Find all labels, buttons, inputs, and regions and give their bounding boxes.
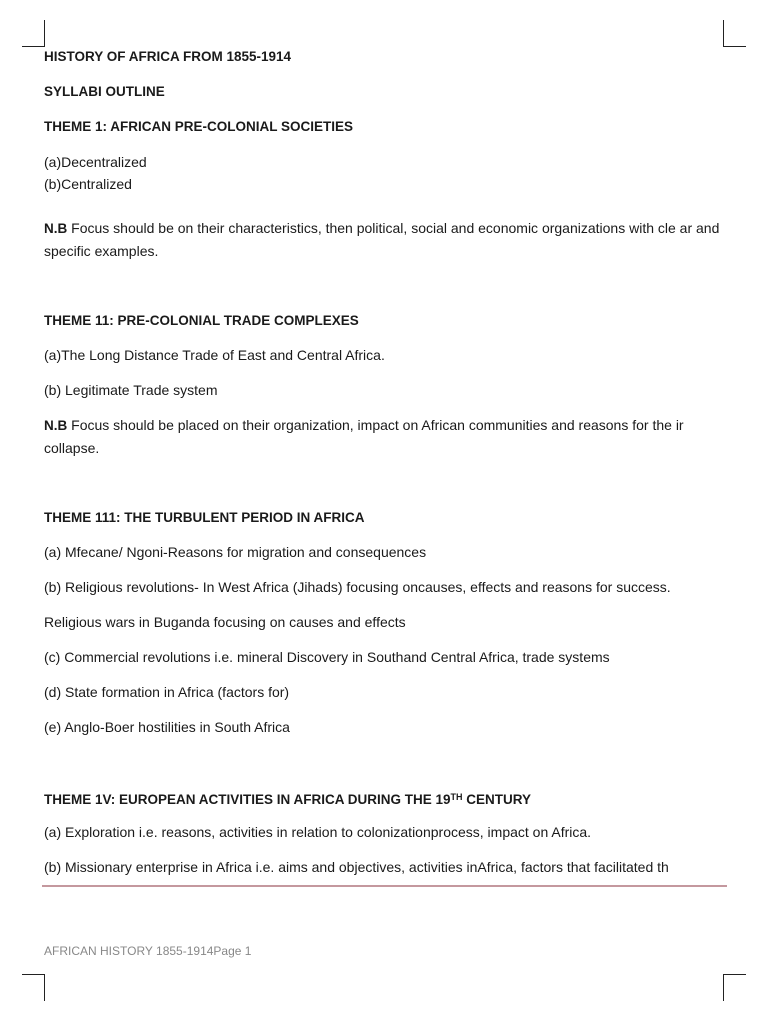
theme4-item-a: (a) Exploration i.e. reasons, activities in relation to colonizationprocess, impact on Africa. [44, 824, 592, 840]
theme4-heading-text: THEME 1V: EUROPEAN ACTIVITIES IN AFRICA DURING THE 19 [44, 792, 451, 807]
crop-mark-top-left [22, 20, 45, 47]
theme1-item-a: (a)Decentralized [44, 154, 147, 170]
theme4-heading [44, 786, 734, 811]
document-title: HISTORY OF AFRICA FROM 1855-1914 [44, 49, 292, 64]
theme2-nb-label: N.B [44, 418, 68, 433]
theme3-heading: THEME 111: THE TURBULENT PERIOD IN AFRICA [44, 510, 365, 525]
crop-mark-top-right [723, 20, 746, 47]
crop-mark-bottom-left [22, 974, 45, 1001]
theme1-nb-text: Focus should be on their characteristics, then political, social and economic organizations with cle ar and specific examples. [44, 220, 720, 259]
theme3-item-b-continued: Religious wars in Buganda focusing on causes and effects [44, 614, 406, 630]
theme3-item-c: (c) Commercial revolutions i.e. mineral Discovery in Southand Central Africa, trade systems [44, 649, 610, 665]
theme3-item-a: (a) Mfecane/ Ngoni-Reasons for migration and consequences [44, 544, 427, 560]
theme2-note [44, 414, 734, 460]
theme2-item-b: (b) Legitimate Trade system [44, 382, 218, 398]
theme2-item-a: (a)The Long Distance Trade of East and Central Africa. [44, 347, 385, 363]
document-subtitle: SYLLABI OUTLINE [44, 84, 165, 99]
theme1-heading: THEME 1: AFRICAN PRE-COLONIAL SOCIETIES [44, 119, 354, 134]
crop-mark-bottom-right [723, 974, 746, 1001]
theme1-note [44, 217, 734, 263]
theme3-item-d: (d) State formation in Africa (factors for) [44, 684, 290, 700]
theme4-heading-end: CENTURY [462, 792, 532, 807]
theme4-item-b: (b) Missionary enterprise in Africa i.e. aims and objectives, activities inAfrica, factors that facilitated th [44, 859, 669, 875]
theme1-item-b: (b)Centralized [44, 176, 132, 192]
theme4-heading-superscript: TH [450, 792, 463, 802]
theme1-nb-label: N.B [44, 221, 68, 236]
page-divider [42, 885, 727, 887]
page-footer: AFRICAN HISTORY 1855-1914Page 1 [44, 944, 252, 958]
theme3-item-e: (e) Anglo-Boer hostilities in South Africa [44, 719, 290, 735]
theme2-heading: THEME 11: PRE-COLONIAL TRADE COMPLEXES [44, 313, 359, 328]
theme3-item-b: (b) Religious revolutions- In West Africa (Jihads) focusing oncauses, effects and reasons for success. [44, 579, 671, 595]
theme2-nb-text: Focus should be placed on their organization, impact on African communities and reasons for the ir collapse. [44, 417, 684, 456]
